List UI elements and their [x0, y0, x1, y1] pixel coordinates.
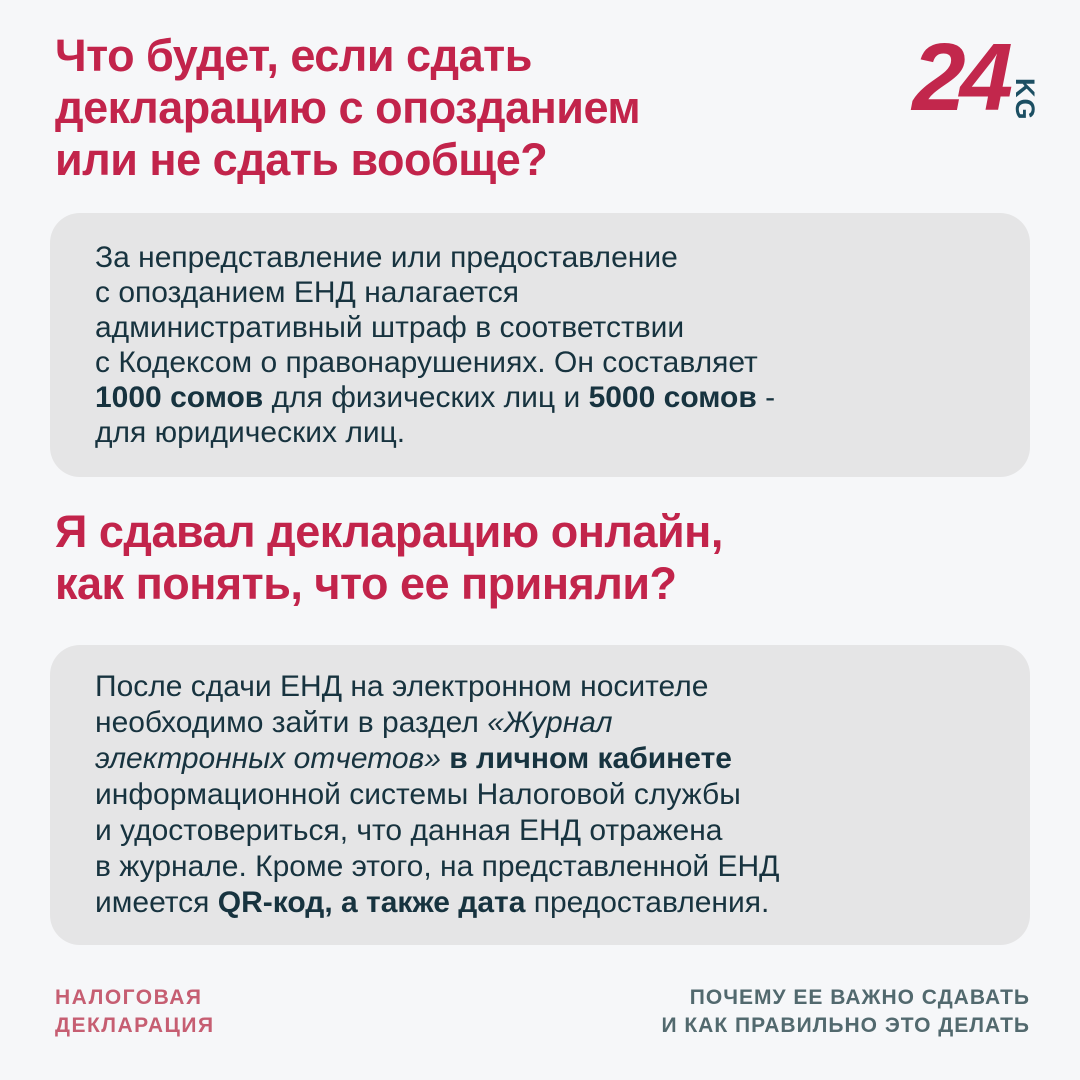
logo-24-icon: 24 — [912, 24, 1007, 131]
question-title-1: Что будет, если сдать декларацию с опозданием или не сдать вообще? — [55, 30, 641, 185]
footer — [55, 984, 1030, 1040]
answer-text-1: За непредставление или предоставление с опозданием ЕНД налагается административный штраф в соответствии с Кодексом о правонарушениях. Он составляет 1000 сомов для физических лиц и 5000 сомов - для юридических лиц. — [95, 241, 776, 449]
answer-card-1 — [50, 213, 1030, 477]
logo-kg-label: KG — [1010, 78, 1040, 121]
logo-24kg — [912, 24, 1040, 135]
footer-tagline: ПОЧЕМУ ЕЕ ВАЖНО СДАВАТЬ И КАК ПРАВИЛЬНО ЭТО ДЕЛАТЬ — [661, 986, 1030, 1037]
question-title-2: Я сдавал декларацию онлайн, как понять, что ее приняли? — [55, 506, 723, 609]
answer-card-2 — [50, 645, 1030, 945]
footer-series-title: НАЛОГОВАЯ ДЕКЛАРАЦИЯ — [55, 986, 215, 1037]
answer-text-2: После сдачи ЕНД на электронном носителе необходимо зайти в раздел «Журнал электронных отчетов» в личном кабинете информационной системы Налоговой службы и удостовериться, что данная ЕНД отражена в журнале. Кроме этого, на представленной ЕНД имеется QR-код, а также дата предоставления. — [95, 670, 780, 919]
